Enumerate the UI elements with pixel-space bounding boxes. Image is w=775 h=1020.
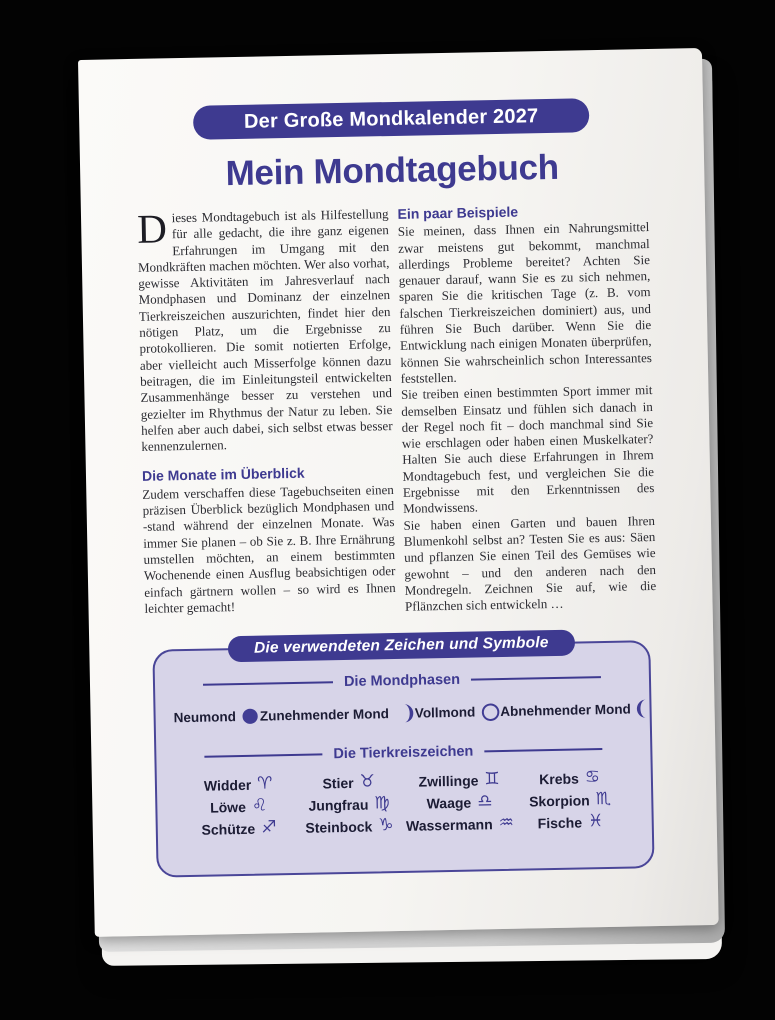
divider-line: [204, 754, 322, 758]
new-moon-icon: [241, 707, 260, 726]
zodiac-label: Stier: [322, 774, 354, 792]
full-moon-icon: [480, 702, 500, 722]
jungfrau-icon: ♍: [374, 793, 390, 814]
series-banner: [193, 98, 590, 140]
symbols-box-title-label: Die verwendeten Zeichen und Symbole: [253, 634, 549, 658]
book-page: [78, 48, 719, 937]
divider-line: [484, 748, 602, 752]
moonphases-heading: Die Mondphasen: [343, 672, 461, 691]
zodiac-label: Jungfrau: [308, 796, 369, 814]
divider-line: [203, 682, 333, 686]
zodiac-item-fische: [515, 813, 626, 832]
moonphase-label: Vollmond: [414, 704, 476, 722]
column-left: [137, 206, 396, 620]
zodiac-item-wassermann: [405, 815, 516, 834]
intro-paragraph: [137, 206, 393, 455]
zodiac-label: Widder: [203, 776, 252, 794]
skorpion-icon: ♏: [595, 789, 612, 810]
zodiac-label: Waage: [426, 794, 472, 812]
zodiac-label: Zwillinge: [418, 772, 479, 790]
subheading-monate-im-ueberblick: Die Monate im Überblick: [141, 465, 305, 485]
zodiac-label: Schütze: [201, 820, 256, 838]
krebs-icon: ♋: [584, 767, 601, 788]
zodiac-item-waage: [404, 793, 515, 812]
moonphase-item: [260, 702, 415, 728]
moonphase-label: Abnehmender Mond: [500, 701, 631, 720]
zodiac-item-jungfrau: [294, 795, 405, 814]
moonphase-item: [500, 697, 657, 723]
series-banner-label: Der Große Mondkalender 2027: [243, 104, 539, 133]
moonphase-label: Zunehmender Mond: [259, 706, 390, 725]
zodiac-label: Steinbock: [305, 818, 373, 836]
waning-moon-icon: [636, 697, 657, 720]
moonphase-row: [173, 698, 631, 730]
fische-icon: ♓: [587, 811, 604, 832]
waage-icon: ♎: [477, 791, 493, 812]
widder-icon: ♈: [257, 773, 273, 795]
zodiac-item-loewe: [183, 797, 294, 816]
drop-cap: D: [136, 205, 168, 252]
intro-text: ieses Mondtagebuch ist als Hilfestellung für alle gedacht, die ihre ganz eigenen Erfahrungen im Umgang mit den Mondkräften machen möchten. Wer also vorhat, gewisse Aktivitäten im Jahresverlauf nach Mondphasen und Dominanz der einzelnen Tierkreiszeichen auszurichten, findet hier den nötigen Platz, um die Ergebnisse zu protokollieren. Die somit notierten Erfolge, aber vielleicht auch Misserfolge können dazu beitragen, die im Einleitungsteil entwickelten Zusammenhänge besser zu verstehen und gezielter im Rhythmus der Natur zu leben. Sie helfen aber auch dabei, sich selbst etwas besser kennenzulernen.: [137, 206, 393, 455]
column-right: [397, 201, 656, 615]
zodiac-item-widder: [183, 775, 294, 794]
moonphase-item: [173, 707, 260, 728]
zodiac-item-schuetze: [184, 819, 295, 838]
moonphases-divider: [203, 669, 601, 693]
zodiac-label: Wassermann: [405, 816, 493, 834]
moonphase-item: [415, 702, 501, 724]
waxing-moon-icon: [394, 702, 415, 725]
zodiac-grid: [183, 769, 626, 838]
zodiac-divider: [204, 741, 602, 765]
steinbock-icon: ♑: [378, 815, 394, 836]
moonphase-label: Neumond: [173, 709, 237, 726]
beispiel-paragraph-3: Sie haben einen Garten und bauen Ihren Blumenkohl selbst an? Testen Sie es aus: Säen und pflanzen Sie einen Teil des Gemüses wie gewohnt – und den anderen nach den Mondregeln. Zeichnen Sie auf, wie die Pflänzchen sich entwickeln …: [403, 512, 657, 614]
zodiac-item-zwillinge: [404, 771, 515, 790]
wassermann-icon: ♒: [498, 813, 515, 834]
body-columns: [137, 201, 657, 620]
zwillinge-icon: ♊: [484, 769, 500, 790]
zodiac-item-stier: [293, 773, 404, 792]
stier-icon: ♉: [359, 771, 376, 793]
zodiac-item-steinbock: [294, 817, 405, 836]
schuetze-icon: ♐: [261, 817, 277, 839]
zodiac-label: Skorpion: [528, 792, 590, 810]
zodiac-item-krebs: [514, 769, 625, 788]
subheading-ein-paar-beispiele: Ein paar Beispiele: [397, 203, 519, 222]
zodiac-label: Fische: [537, 814, 583, 832]
zodiac-heading: Die Tierkreiszeichen: [333, 743, 474, 763]
symbols-box: [152, 634, 654, 879]
zodiac-label: Krebs: [539, 770, 580, 788]
loewe-icon: ♌: [251, 795, 268, 817]
beispiel-paragraph-2: Sie treiben einen bestimmten Sport immer mit demselben Einsatz und fühlen sich danach in der Regel noch fit – doch manchmal sind Sie wie erschlagen oder haben einen Muskelkater? Halten Sie auch diese Erfahrungen in Ihrem Mondtagebuch fest, und vergleichen Sie die Ergebnisse mit den Erkenntnissen des Mondwissens.: [400, 382, 655, 517]
zodiac-item-skorpion: [515, 791, 626, 810]
monate-paragraph: Zudem verschaffen diese Tagebuchseiten einen präzisen Überblick bezüglich Mondphasen und -stand während der einzelnen Monate. Was immer Sie planen – ob Sie z. B. Ihre Ernährung umstellen möchten, an einem bestimmten Wochenende einen Ausflug beabsichtigen oder einfach gärtnern wollen – so wird es Ihnen leichter gemacht!: [142, 481, 396, 616]
page-title: Mein Mondtagebuch: [225, 147, 560, 194]
symbols-box-title: [228, 630, 575, 663]
divider-line: [471, 676, 601, 680]
zodiac-label: Löwe: [209, 798, 247, 816]
beispiel-paragraph-1: Sie meinen, dass Ihnen ein Nahrungsmittel zwar meistens gut bekommt, manchmal allerdings Probleme bereitet? Achten Sie genauer darauf, wann Sie es zu sich nehmen, sparen Sie die kritischen Tage (z. B. vom falschen Tierkreiszeichen dominiert) aus, und führen Sie Buch darüber. Wenn Sie die Entwicklung nach einigen Monaten überprüfen, können Sie wahrscheinlich schon Interessantes feststellen.: [397, 219, 652, 386]
